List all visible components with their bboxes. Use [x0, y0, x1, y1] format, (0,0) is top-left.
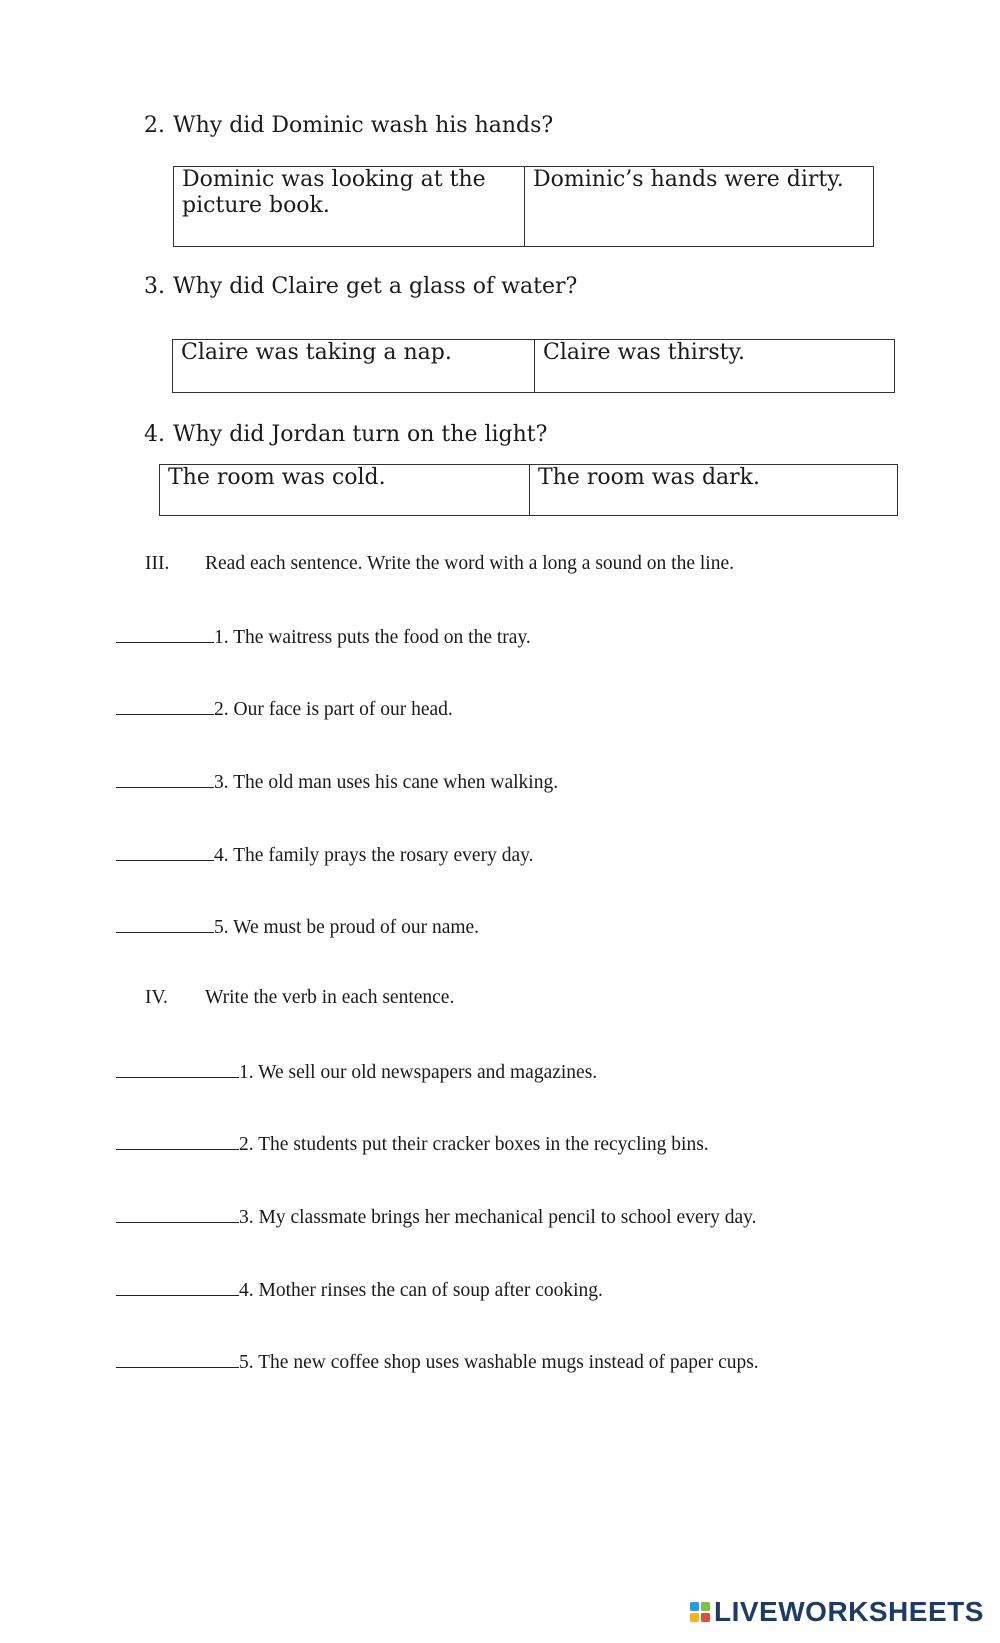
answer-choice[interactable]: Claire was taking a nap.: [173, 340, 535, 393]
sentence-text: 2. The students put their cracker boxes in the recycling bins.: [239, 1134, 709, 1155]
section-3-heading: [145, 552, 734, 576]
logo-tile: [701, 1613, 710, 1622]
answer-choice[interactable]: The room was dark.: [530, 465, 898, 516]
sentence-text: 5. We must be proud of our name.: [214, 917, 480, 938]
question-4: [144, 422, 547, 448]
sentence-text: 1. The waitress puts the food on the tray.: [214, 627, 531, 648]
section-instruction: Read each sentence. Write the word with a long a sound on the line.: [205, 553, 734, 574]
answer-table-4: [159, 464, 898, 516]
answer-choice[interactable]: Claire was thirsty.: [535, 340, 895, 393]
answer-blank[interactable]: [116, 842, 214, 861]
question-text: Why did Dominic wash his hands?: [173, 113, 554, 138]
list-item: [116, 769, 558, 795]
section-4-heading: [145, 986, 454, 1010]
logo-tile: [690, 1613, 699, 1622]
liveworksheets-logo: [690, 1596, 984, 1628]
list-item: [116, 696, 453, 722]
answer-blank[interactable]: [116, 914, 214, 933]
list-item: [116, 1204, 756, 1230]
list-item: [116, 842, 533, 868]
answer-blank[interactable]: [116, 1349, 239, 1368]
sentence-text: 1. We sell our old newspapers and magazines.: [239, 1062, 598, 1083]
question-2: [144, 113, 553, 139]
list-item: [116, 914, 479, 940]
liveworksheets-logo-icon: [690, 1602, 710, 1622]
list-item: [116, 1131, 709, 1157]
section-numeral: III.: [145, 553, 170, 574]
answer-choice[interactable]: Dominic’s hands were dirty.: [525, 167, 874, 247]
logo-tile: [690, 1602, 699, 1611]
question-3: [144, 274, 577, 300]
answer-blank[interactable]: [116, 624, 214, 643]
answer-table-2: [173, 166, 874, 247]
list-item: [116, 1059, 597, 1085]
answer-blank[interactable]: [116, 1204, 239, 1223]
list-item: [116, 624, 531, 650]
brand-name: LIVEWORKSHEETS: [714, 1596, 984, 1627]
sentence-text: 3. The old man uses his cane when walking.: [214, 772, 559, 793]
answer-blank[interactable]: [116, 1277, 239, 1296]
sentence-text: 5. The new coffee shop uses washable mugs instead of paper cups.: [239, 1352, 759, 1373]
answer-blank[interactable]: [116, 1131, 239, 1150]
answer-table-3: [172, 339, 895, 393]
answer-blank[interactable]: [116, 1059, 239, 1078]
answer-choice[interactable]: The room was cold.: [160, 465, 530, 516]
logo-tile: [701, 1602, 710, 1611]
answer-blank[interactable]: [116, 769, 214, 788]
sentence-text: 4. Mother rinses the can of soup after cooking.: [239, 1280, 603, 1301]
answer-blank[interactable]: [116, 696, 214, 715]
list-item: [116, 1349, 759, 1375]
sentence-text: 2. Our face is part of our head.: [214, 699, 453, 720]
sentence-text: 3. My classmate brings her mechanical pencil to school every day.: [239, 1207, 757, 1228]
section-numeral: IV.: [145, 987, 168, 1008]
question-text: Why did Jordan turn on the light?: [173, 422, 548, 447]
question-number: 2.: [144, 113, 165, 138]
list-item: [116, 1277, 603, 1303]
question-number: 3.: [144, 274, 165, 299]
sentence-text: 4. The family prays the rosary every day.: [214, 845, 534, 866]
section-instruction: Write the verb in each sentence.: [205, 987, 455, 1008]
answer-choice[interactable]: Dominic was looking at the picture book.: [174, 167, 525, 247]
question-text: Why did Claire get a glass of water?: [173, 274, 578, 299]
question-number: 4.: [144, 422, 165, 447]
